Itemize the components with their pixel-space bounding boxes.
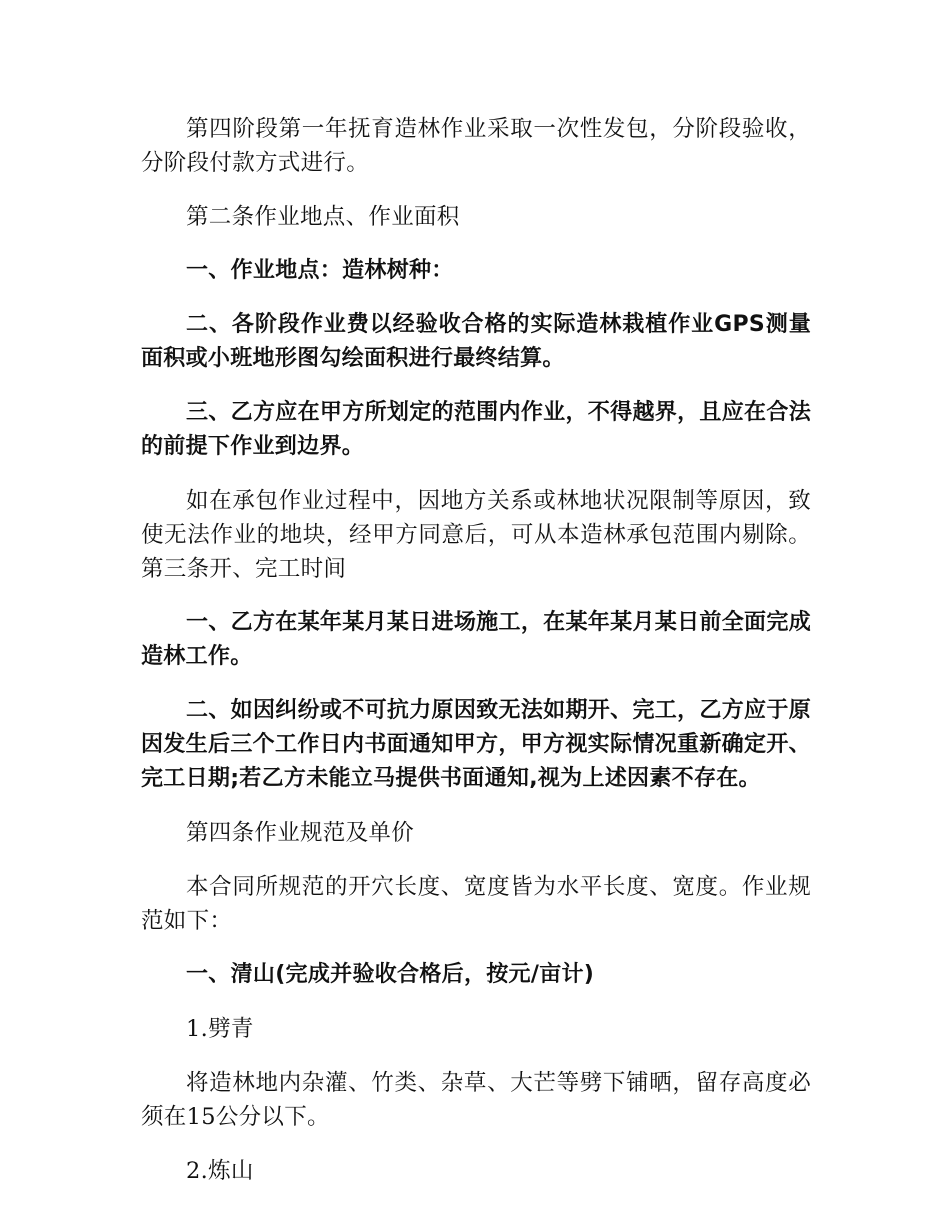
paragraph-5: 三、乙方应在甲方所划定的范围内作业，不得越界，且应在合法的前提下作业到边界。 — [141, 400, 811, 459]
paragraph-1: 第四阶段第一年抚育造林作业采取一次性发包，分阶段验收，分阶段付款方式进行。 — [141, 116, 811, 176]
paragraph-6: 如在承包作业过程中，因地方关系或林地状况限制等原因，致使无法作业的地块，经甲方同意后，可从本造林承包范围内剔除。第三条开、完工时间 — [141, 488, 811, 582]
section-heading-article-2: 第二条作业地点、作业面积 — [186, 204, 460, 230]
list-item-1: 1.劈青 — [186, 1016, 254, 1042]
paragraph-13: 将造林地内杂灌、竹类、杂草、大芒等劈下铺晒，留存高度必须在15公分以下。 — [141, 1070, 811, 1130]
list-item-2: 2.炼山 — [186, 1158, 254, 1184]
paragraph-8: 二、如因纠纷或不可抗力原因致无法如期开、完工，乙方应于原因发生后三个工作日内书面通知甲方，甲方视实际情况重新确定开、完工日期;若乙方未能立马提供书面通知,视为上述因素不存在。 — [141, 698, 811, 791]
paragraph-3: 一、作业地点：造林树种： — [186, 258, 454, 283]
paragraph-7: 一、乙方在某年某月某日进场施工，在某年某月某日前全面完成造林工作。 — [141, 610, 811, 669]
paragraph-10: 本合同所规范的开穴长度、宽度皆为水平长度、宽度。作业规范如下： — [141, 874, 811, 934]
paragraph-11: 一、清山(完成并验收合格后，按元/亩计) — [186, 962, 595, 987]
paragraph-4: 二、各阶段作业费以经验收合格的实际造林栽植作业GPS测量面积或小班地形图勾绘面积进行最终结算。 — [141, 312, 811, 371]
document-body — [141, 112, 811, 1208]
section-heading-article-4: 第四条作业规范及单价 — [186, 820, 415, 846]
